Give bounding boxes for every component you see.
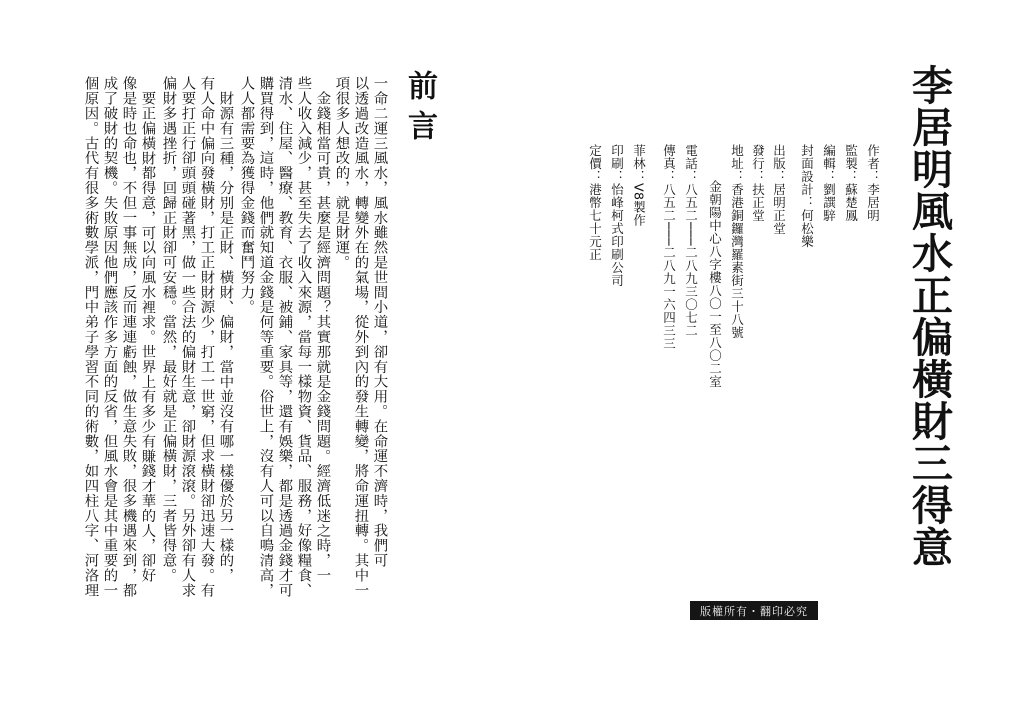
preface-column: 人人都需要為獲得金錢而奮鬥努力。 [238, 76, 255, 315]
copyright-notice: 版權所有・翻印必究 [690, 601, 818, 620]
preface-column: 清水、住屋、醫療、教育、衣服、被鋪、家具等，還有娛樂，都是透過金錢才可 [276, 76, 293, 598]
preface-column: 金錢相當可貴，甚麼是經濟問題？其實那就是金錢問題。經濟低迷之時，一 [314, 91, 331, 583]
preface-column: 購買得到，這時，他們就知道金錢是何等重要。俗世上，沒有人可以自鳴清高， [257, 76, 274, 598]
preface-column: 個原因。古代有很多術數學派，門中弟子學習不同的術數，如四柱八字、河洛理 [82, 76, 99, 598]
preface-column: 一命二運三風水，風水雖然是世間小道，卻有大用。在命運不濟時，我們可 [371, 76, 388, 568]
preface-column: 偏財多遇挫折，回歸正財卻可安穩。當然，最好就是正偏橫財，三者皆得意。 [160, 76, 177, 583]
book-title: 李居明風水正偏橫財三得意 [905, 64, 953, 568]
preface-column: 有人命中偏向發橫財，打工正財財源少，打工一世窮，但求橫財卻迅速大發。有 [198, 76, 215, 598]
credit-cover-design: 封面設計：何松樂 [799, 144, 815, 248]
preface-column: 些人收入減少，甚至失去了收入來源，當每一樣物資、貨品、服務，好像糧食、 [295, 76, 312, 598]
preface-column: 成了破財的契機。失敗原因他們應該作多方面的反省，但風水會是其中重要的一 [101, 76, 118, 598]
preface-column: 以透過改造風水，轉變外在的氣場，從外到內的發生轉變，將命運扭轉。其中一 [352, 76, 369, 598]
credit-supervisor: 監製：蘇楚鳳 [843, 144, 859, 222]
credit-fax: 傳真：八五二───二八九一六四三三 [661, 144, 677, 351]
preface-column: 要正偏橫財都得意，可以向風水裡求。世界上有多少有賺錢才華的人，卻好 [139, 91, 156, 583]
credit-distributor: 發行：扶正堂 [750, 144, 766, 222]
credit-address-line2: 金朝陽中心八字樓八〇一至八〇二室 [707, 180, 723, 388]
credit-film: 菲林：V8製作 [631, 144, 647, 227]
preface-column: 人要打正行卻頭頭碰著黑，做一些合法的偏財生意，卻財源滾滾。另外卻有人求 [179, 76, 196, 598]
credit-address: 地址：香港銅鑼灣羅素街三十八號 [729, 144, 745, 339]
preface-column: 項很多人想改的，就是財運。 [333, 76, 350, 270]
preface-column: 像是時也命也，不但一事無成，反而連連虧蝕，做生意失敗，很多機遇來到，都 [120, 76, 137, 598]
credit-price: 定價：港幣七十元正 [587, 144, 603, 261]
credit-editor: 編輯：劉譔騂 [821, 144, 837, 222]
preface-column: 財源有三種，分別是正財、橫財、偏財，當中並沒有哪一樣優於另一樣的， [217, 91, 234, 583]
credit-phone: 電話：八五二───二八九三〇七二 [683, 144, 699, 338]
credit-author: 作者：李居明 [865, 144, 881, 222]
credit-publisher: 出版：居明正堂 [771, 144, 787, 235]
preface-heading: 前言 [402, 70, 437, 150]
credit-printer: 印刷：怡峰柯式印刷公司 [609, 144, 625, 287]
